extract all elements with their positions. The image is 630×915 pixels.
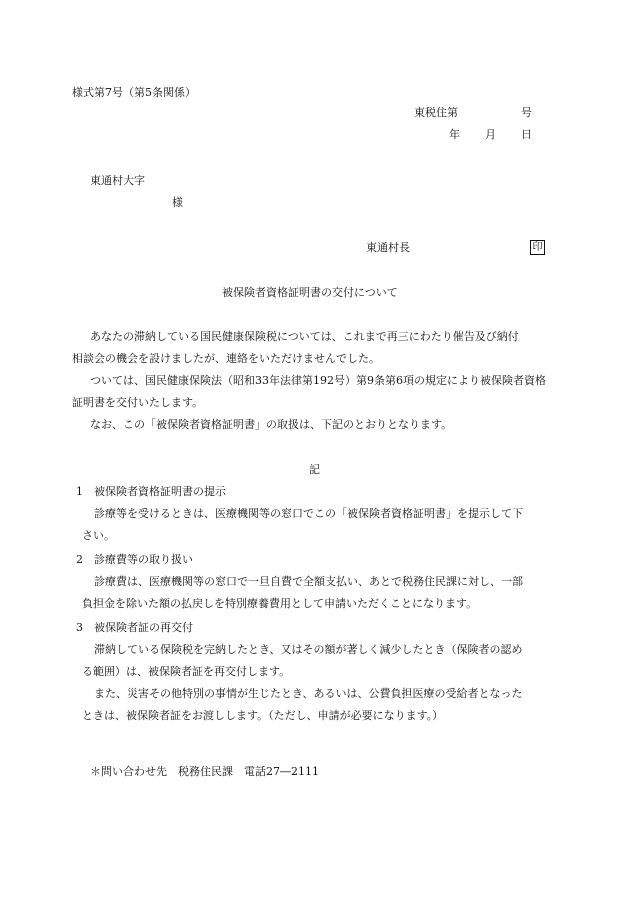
item-line: ときは、被保険者証をお渡しします。（ただし、申請が必要になります。）	[82, 709, 444, 722]
contact-info: ＊問い合わせ先 税務住民課 電話27―2111	[90, 765, 319, 778]
item-line: 診療費は、医療機関等の窓口で一旦自費で全額支払い、あとで税務住民課に対し、一部	[94, 575, 523, 588]
item-line: さい。	[82, 529, 115, 542]
body-line: 証明書を交付いたします。	[72, 396, 204, 409]
item-heading: 2 診療費等の取り扱い	[76, 553, 193, 566]
form-number: 様式第7号（第5条関係）	[72, 86, 196, 99]
recipient-honorific: 様	[172, 196, 183, 209]
sender-name: 東通村長	[366, 241, 410, 254]
item-line: また、災害その他特別の事情が生じたとき、あるいは、公費負担医療の受給者となった	[94, 687, 523, 700]
body-line: 相談会の機会を設けましたが、連絡をいただけませんでした。	[72, 352, 380, 365]
date-year: 年	[449, 128, 460, 141]
body-line: なお、この「被保険者資格証明書」の取扱は、下記のとおりとなります。	[90, 418, 453, 431]
item-line: 診療等を受けるときは、医療機関等の窓口でこの「被保険者資格証明書」を提示して下	[94, 507, 523, 520]
doc-number-suffix: 号	[521, 106, 532, 119]
date-day: 日	[521, 128, 532, 141]
item-heading: 3 被保険者証の再交付	[76, 621, 193, 634]
item-line: る範囲）は、被保険者証を再交付します。	[82, 665, 291, 678]
seal-stamp: 印	[530, 240, 545, 255]
item-line: 負担金を除いた額の払戻しを特別療養費用として申請いただくことになります。	[82, 597, 478, 610]
doc-number-prefix: 東税住第	[414, 106, 458, 119]
recipient-address: 東通村大字	[90, 174, 145, 187]
body-line: ついては、国民健康保険法（昭和33年法律第192号）第9条第6項の規定により被保険者資格	[90, 374, 546, 387]
date-month: 月	[485, 128, 496, 141]
item-line: 滞納している保険税を完納したとき、又はその額が著しく減少したとき（保険者の認め	[94, 643, 523, 656]
body-line: あなたの滞納している国民健康保険税については、これまで再三にわたり催告及び納付	[90, 330, 519, 343]
ki-heading: 記	[309, 463, 320, 476]
document-title: 被保険者資格証明書の交付について	[222, 286, 398, 299]
item-heading: 1 被保険者資格証明書の提示	[76, 485, 226, 498]
